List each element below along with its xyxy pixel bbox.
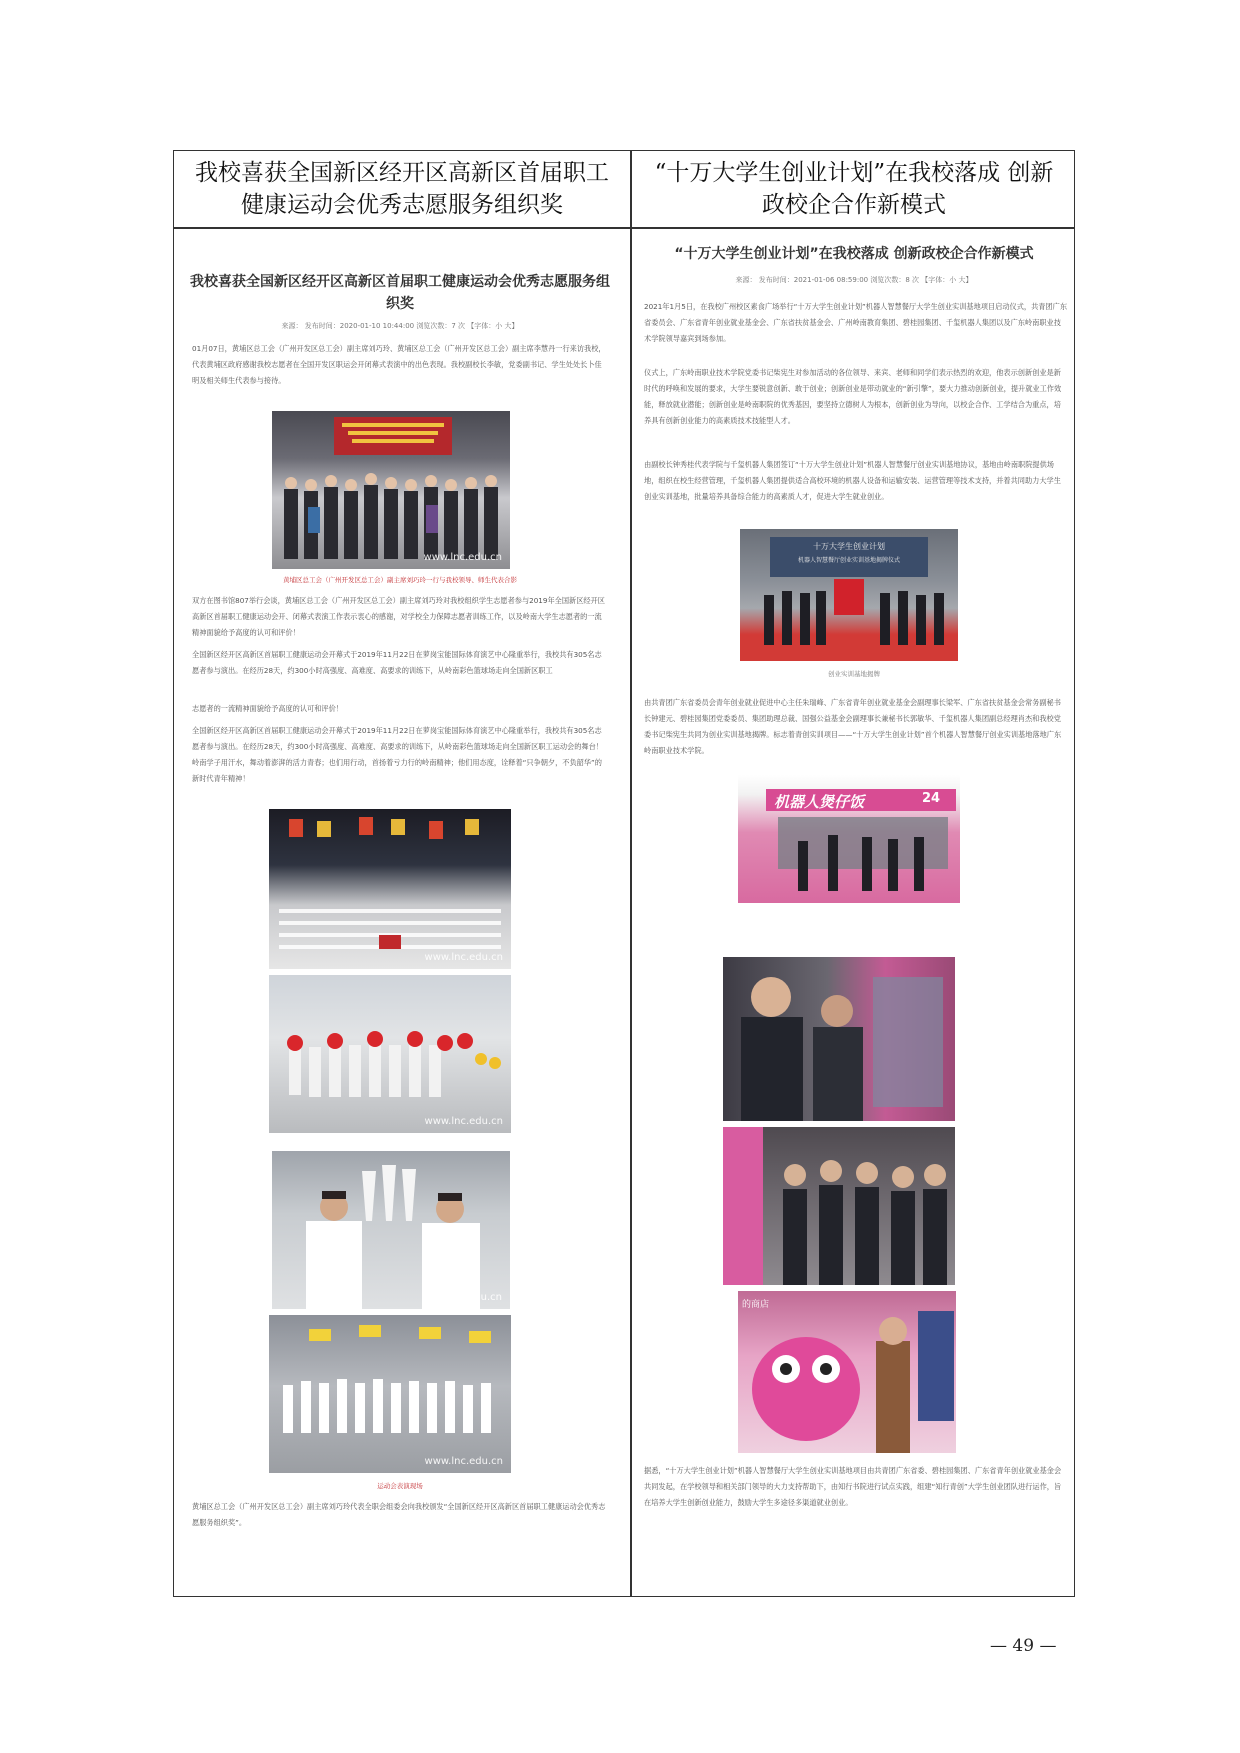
banner-line-2: 机器人智慧餐厅创业实训基地揭牌仪式 <box>797 557 900 564</box>
flag-bearers-photo <box>272 1151 510 1309</box>
article-paragraph: 01月07日，黄埔区总工会（广州开发区总工会）副主席刘巧玲、黄埔区总工会（广州开发区总工会）副主席李慧丹一行来访我校，代表黄埔区政府感谢我校志愿者在全国开发区职运会开闭幕式表演中的出色表现。我校副校长李敏，党委副书记、学生处处长卜佳明及相关师生代表参与接待。 <box>192 344 606 385</box>
robot-shop-photo <box>738 1291 956 1453</box>
unveiling-photo <box>740 529 958 661</box>
article-paragraph: 据悉，“十万大学生创业计划”机器人智慧餐厅大学生创业实训基地项目由共青团广东省委、碧桂园集团、广东省青年创业就业基金会共同发起，在学校领导和相关部门领导的大力支持帮助下，由知行书院进行试点实践，组建“知行青创”大学生创业团队进行运作，旨在培养大学生创新创业能力，鼓励大学生多途径多渠道就业创业。 <box>644 1466 1062 1507</box>
group-photo <box>272 411 510 569</box>
watermark: www.lnc.edu.cn <box>423 552 502 563</box>
article-paragraph: 黄埔区总工会（广州开发区总工会）副主席刘巧玲代表全职会组委会向我校颁发“全国新区经开区高新区首届职工健康运动会优秀志愿服务组织奖”。 <box>192 1502 606 1527</box>
kiosk-number: 24 <box>922 791 941 806</box>
parade-photo <box>269 1315 511 1473</box>
article-paragraph: 仪式上，广东岭南职业技术学院党委书记柴宪生对参加活动的各位领导、来宾、老师和同学们表示热烈的欢迎，他表示创新创业是新时代的呼唤和发展的要求，大学生要锐意创新、敢于创业；创新创业是带动就业的“新引擎”，要大力推动创新创业，提升就业工作效能，释放就业潜能；创新创业是岭南职院的优秀基因，要坚持立德树人为根本，创新创业为导向，以校企合作、工学结合为重点，培养具有创新创业能力的高素质技术技能型人才。 <box>644 368 1062 425</box>
watermark: www.lnc.edu.cn <box>424 1456 503 1467</box>
article-paragraph: 全国新区经开区高新区首届职工健康运动会开幕式于2019年11月22日在萝岗宝能国际体育演艺中心隆重举行，我校共有305名志愿者参与演出。在经历28天，约300小时高强度、高难度、高要求的训练下，从岭南彩色篮球场走向全国新区职工运动会的舞台！岭南学子用汗水，舞动着澎湃的活力青春；也们用行动，首扬着亏力行的岭南精神；他们用态度，诠释着“只争朝夕，不负韶华”的新时代青年精神！ <box>192 726 603 783</box>
right-article-screenshot <box>632 231 1076 1596</box>
cheerleaders-photo <box>269 975 511 1133</box>
article-paragraph: 双方在图书馆807举行会谈，黄埔区总工会（广州开发区总工会）副主席刘巧玲对我校组织学生志愿者参与2019年全国新区经开区高新区首届职工健康运动会开、闭幕式表演工作表示衷心的感谢，对学校全力保障志愿者训练工作，以及岭南大学生志愿者的一流精神面貌给予高度的认可和评价！ <box>192 596 605 637</box>
article-meta: 来源： 发布时间：2021-01-06 08:59:00 浏览次数：8 次 【字体：小 大】 <box>735 276 973 284</box>
article-meta: 来源： 发布时间：2020-01-10 10:44:00 浏览次数：7 次 【字体：小 大】 <box>281 322 519 330</box>
right-column-header: “十万大学生创业计划”在我校落成 创新政校企合作新模式 <box>654 160 1054 218</box>
banner-line-1: 十万大学生创业计划 <box>813 542 885 551</box>
header-divider <box>174 227 1074 229</box>
article-title: 我校喜获全国新区经开区高新区首届职工健康运动会优秀志愿服务组织奖 <box>190 274 610 312</box>
photo-caption: 创业实训基地揭牌 <box>828 670 880 678</box>
article-paragraph: 全国新区经开区高新区首届职工健康运动会开幕式于2019年11月22日在萝岗宝能国际体育演艺中心隆重举行，我校共有305名志愿者参与演出。在经历28天，约300小时高强度、高难度、高要求的训练下，从岭南彩色篮球场走向全国新区职工 <box>192 650 602 675</box>
article-paragraph: 由副校长钟秀桂代表学院与千玺机器人集团签订“十万大学生创业计划”机器人智慧餐厅创业实训基地协议，基地由岭南职院提供场地，组织在校生经营管理，千玺机器人集团提供适合高校环境的机器人设备和运输安装、运营管理等技术支持，并着共同助力大学生创业实训基地，批量培养具备综合能力的高素质人才，促进大学生就业创业。 <box>644 460 1061 501</box>
shop-sign: 的商店 <box>742 1300 770 1310</box>
article-paragraph: 志愿者的一流精神面貌给予高度的认可和评价！ <box>192 704 343 713</box>
stadium-photo <box>269 809 511 969</box>
visit-photo <box>723 957 955 1121</box>
comparison-table <box>173 150 1075 1597</box>
page-number: — 49 — <box>990 1636 1057 1656</box>
article-paragraph: 2021年1月5日，在我校广州校区素食广场举行“十万大学生创业计划”机器人智慧餐厅大学生创业实训基地项目启动仪式，共青团广东省委员会、广东省青年创业就业基金会、广东省扶贫基金会、广州岭南教育集团、碧桂园集团、千玺机器人集团以及广东岭南职业技术学院领导嘉宾到场参加。 <box>644 302 1068 343</box>
photo-caption: 运动会表演现场 <box>377 1482 423 1490</box>
watermark: www.lnc.edu.cn <box>424 1116 503 1127</box>
article-title: “十万大学生创业计划”在我校落成 创新政校企合作新模式 <box>674 246 1034 262</box>
article-paragraph: 由共青团广东省委员会青年创业就业促进中心主任朱瑞峰、广东省青年创业就业基金会副理事长梁军、广东省扶贫基金会常务副秘书长钟建元、碧桂园集团党委委员、集团助理总裁、国强公益基金会副理事长兼秘书长郭敏华、千玺机器人集团副总经理肖杰和我校党委书记柴宪生共同为创业实训基地揭牌。标志着青创实训项目——“十万大学生创业计划”首个机器人智慧餐厅创业实训基地落地广东岭南职业技术学院。 <box>644 698 1062 755</box>
left-article-screenshot <box>174 231 630 1596</box>
left-column-header: 我校喜获全国新区经开区高新区首届职工健康运动会优秀志愿服务组织奖 <box>195 160 609 218</box>
watermark: www.lnc.edu.cn <box>423 1292 502 1303</box>
watermark: www.lnc.edu.cn <box>424 952 503 963</box>
robot-kiosk-photo <box>738 775 960 903</box>
delegation-photo <box>723 1127 955 1285</box>
photo-caption: 黄埔区总工会（广州开发区总工会）副主席刘巧玲一行与我校领导、师生代表合影 <box>283 576 517 584</box>
kiosk-sign: 机器人煲仔饭 <box>774 793 865 811</box>
